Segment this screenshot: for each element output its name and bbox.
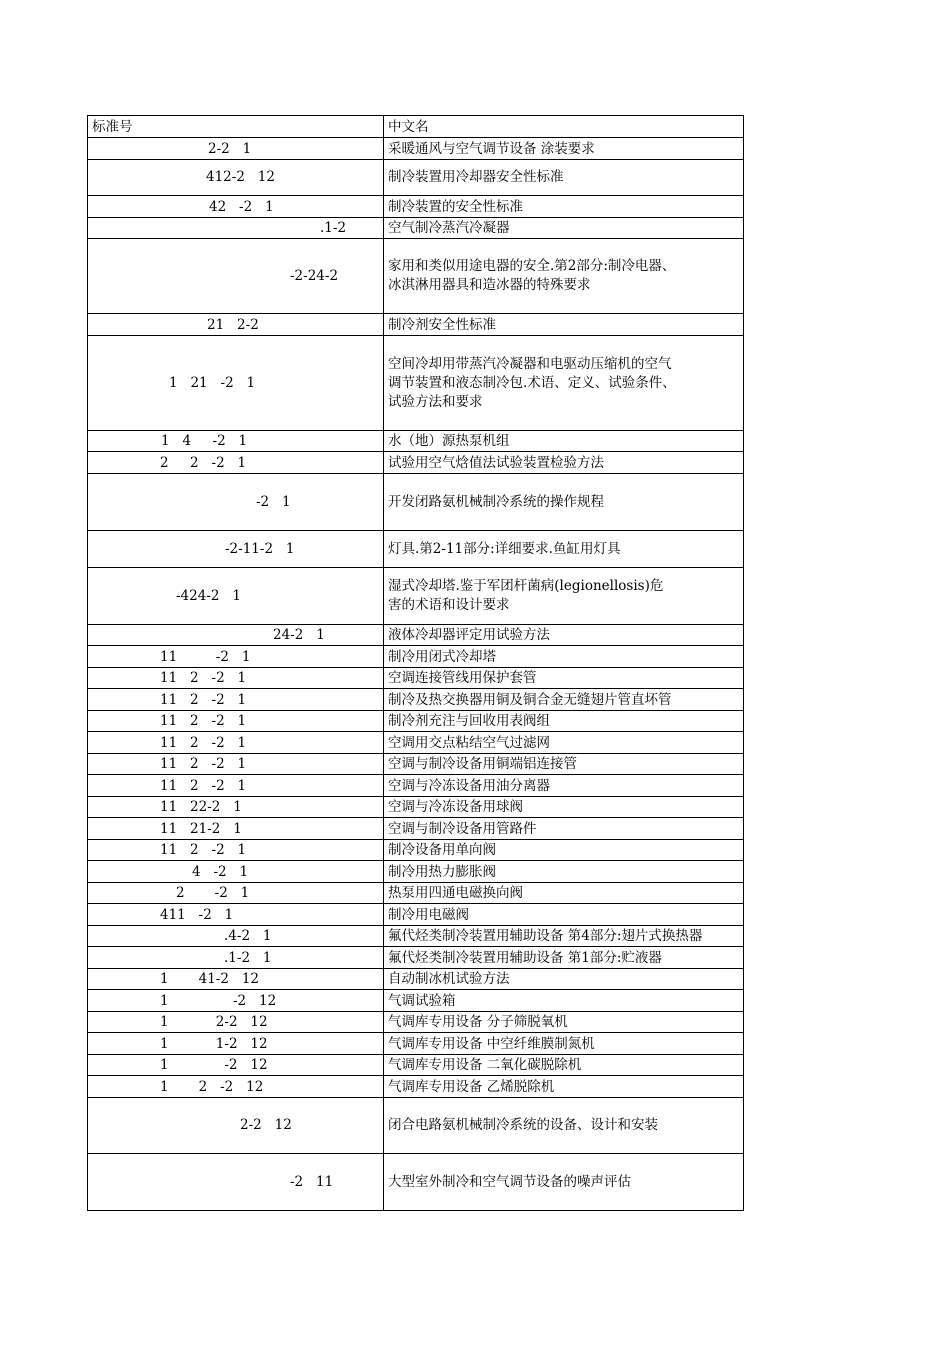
table-row	[88, 990, 744, 1012]
chinese-name-cell: 家用和类似用途电器的安全.第2部分:制冷电器、 冰淇淋用器具和造冰器的特殊要求	[384, 239, 744, 314]
table-row	[88, 840, 744, 861]
table-row	[88, 218, 744, 239]
standard-code-cell: .4-2 1	[88, 926, 384, 947]
table-row	[88, 568, 744, 625]
header-code: 标准号	[88, 116, 384, 138]
standard-code-cell: 2 -2 1	[88, 883, 384, 904]
chinese-name-cell: 气调库专用设备 中空纤维膜制氮机	[384, 1033, 744, 1055]
header-row	[88, 116, 744, 138]
standard-code-cell: 11 -2 1	[88, 646, 384, 668]
chinese-name-cell: 空调连接管线用保护套管	[384, 668, 744, 689]
standards-table	[87, 115, 744, 1211]
chinese-name-cell: 灯具.第2-11部分:详细要求.鱼缸用灯具	[384, 531, 744, 568]
standard-code-cell: 1 2 -2 12	[88, 1076, 384, 1098]
chinese-name-cell: 气调库专用设备 乙烯脱除机	[384, 1076, 744, 1098]
standard-code-cell: .1-2 1	[88, 947, 384, 969]
standard-code-cell: 1 1-2 12	[88, 1033, 384, 1055]
chinese-name-cell: 制冷剂安全性标准	[384, 314, 744, 336]
table-body	[88, 116, 744, 1211]
table-row	[88, 474, 744, 531]
standard-code-cell: 24-2 1	[88, 625, 384, 646]
table-row	[88, 926, 744, 947]
chinese-name-cell: 制冷用闭式冷却塔	[384, 646, 744, 668]
chinese-name-cell: 大型室外制冷和空气调节设备的噪声评估	[384, 1154, 744, 1211]
chinese-name-cell: 氟代烃类制冷装置用辅助设备 第1部分:贮液器	[384, 947, 744, 969]
table-row	[88, 883, 744, 904]
chinese-name-cell: 制冷用电磁阀	[384, 904, 744, 926]
chinese-name-cell: 采暖通风与空气调节设备 涂装要求	[384, 138, 744, 160]
chinese-name-cell: 开发闭路氨机械制冷系统的操作规程	[384, 474, 744, 531]
standard-code-cell: 1 -2 12	[88, 1055, 384, 1076]
standard-code-cell: 2-2 12	[88, 1098, 384, 1154]
standard-code-cell: 11 2 -2 1	[88, 668, 384, 689]
standard-code-cell: 1 21 -2 1	[88, 336, 384, 431]
table-row	[88, 689, 744, 711]
chinese-name-cell: 制冷设备用单向阀	[384, 840, 744, 861]
standard-code-cell: 1 4 -2 1	[88, 431, 384, 452]
table-row	[88, 1012, 744, 1033]
table-row	[88, 160, 744, 196]
chinese-name-cell: 空间冷却用带蒸汽冷凝器和电驱动压缩机的空气 调节装置和液态制冷包.术语、定义、试验条件、 试验方法和要求	[384, 336, 744, 431]
table-row	[88, 196, 744, 218]
chinese-name-cell: 水（地）源热泵机组	[384, 431, 744, 452]
standard-code-cell: 11 2 -2 1	[88, 754, 384, 775]
table-row	[88, 797, 744, 818]
standard-code-cell: 411 -2 1	[88, 904, 384, 926]
chinese-name-cell: 空调与冷冻设备用球阀	[384, 797, 744, 818]
chinese-name-cell: 热泵用四通电磁换向阀	[384, 883, 744, 904]
table-row	[88, 969, 744, 990]
chinese-name-cell: 气调库专用设备 分子筛脱氧机	[384, 1012, 744, 1033]
header-name: 中文名	[384, 116, 744, 138]
chinese-name-cell: 空调与制冷设备用管路件	[384, 818, 744, 840]
table-row	[88, 1076, 744, 1098]
standard-code-cell: 21 2-2	[88, 314, 384, 336]
table-row	[88, 904, 744, 926]
table-row	[88, 314, 744, 336]
standard-code-cell: 11 2 -2 1	[88, 775, 384, 797]
standard-code-cell: 11 2 -2 1	[88, 711, 384, 732]
chinese-name-cell: 气调试验箱	[384, 990, 744, 1012]
table-row	[88, 1033, 744, 1055]
chinese-name-cell: 氟代烃类制冷装置用辅助设备 第4部分:翅片式换热器	[384, 926, 744, 947]
table-row	[88, 452, 744, 474]
standard-code-cell: 11 2 -2 1	[88, 840, 384, 861]
table-row	[88, 668, 744, 689]
chinese-name-cell: 制冷及热交换器用铜及铜合金无缝翅片管直坏管	[384, 689, 744, 711]
table-row	[88, 531, 744, 568]
standard-code-cell: 2-2 1	[88, 138, 384, 160]
standard-code-cell: 11 21-2 1	[88, 818, 384, 840]
chinese-name-cell: 闭合电路氨机械制冷系统的设备、设计和安装	[384, 1098, 744, 1154]
chinese-name-cell: 空调与制冷设备用铜端铝连接管	[384, 754, 744, 775]
chinese-name-cell: 空气制冷蒸汽冷凝器	[384, 218, 744, 239]
table-row	[88, 1098, 744, 1154]
standard-code-cell: -2 11	[88, 1154, 384, 1211]
chinese-name-cell: 液体冷却器评定用试验方法	[384, 625, 744, 646]
standard-code-cell: 2 2 -2 1	[88, 452, 384, 474]
standard-code-cell: -2-11-2 1	[88, 531, 384, 568]
table-row	[88, 1055, 744, 1076]
table-row	[88, 239, 744, 314]
table-row	[88, 861, 744, 883]
standard-code-cell: .1-2	[88, 218, 384, 239]
table-row	[88, 947, 744, 969]
standard-code-cell: 11 2 -2 1	[88, 689, 384, 711]
standard-code-cell: -2 1	[88, 474, 384, 531]
standard-code-cell: 1 -2 12	[88, 990, 384, 1012]
chinese-name-cell: 空调与冷冻设备用油分离器	[384, 775, 744, 797]
chinese-name-cell: 空调用交点粘结空气过滤网	[384, 732, 744, 754]
chinese-name-cell: 制冷用热力膨胀阀	[384, 861, 744, 883]
table-row	[88, 732, 744, 754]
chinese-name-cell: 制冷装置的安全性标准	[384, 196, 744, 218]
chinese-name-cell: 制冷装置用冷却器安全性标准	[384, 160, 744, 196]
table-row	[88, 754, 744, 775]
standard-code-cell: -2-24-2	[88, 239, 384, 314]
table-row	[88, 138, 744, 160]
chinese-name-cell: 试验用空气焓值法试验装置检验方法	[384, 452, 744, 474]
table-row	[88, 1154, 744, 1211]
standard-code-cell: 412-2 12	[88, 160, 384, 196]
chinese-name-cell: 气调库专用设备 二氧化碳脱除机	[384, 1055, 744, 1076]
chinese-name-cell: 自动制冰机试验方法	[384, 969, 744, 990]
standard-code-cell: 11 2 -2 1	[88, 732, 384, 754]
standard-code-cell: 1 2-2 12	[88, 1012, 384, 1033]
standard-code-cell: 1 41-2 12	[88, 969, 384, 990]
chinese-name-cell: 制冷剂充注与回收用表阀组	[384, 711, 744, 732]
standard-code-cell: 4 -2 1	[88, 861, 384, 883]
table-row	[88, 775, 744, 797]
chinese-name-cell: 湿式冷却塔.鉴于军团杆菌病(legionellosis)危 害的术语和设计要求	[384, 568, 744, 625]
table-row	[88, 711, 744, 732]
standard-code-cell: -424-2 1	[88, 568, 384, 625]
standard-code-cell: 42 -2 1	[88, 196, 384, 218]
table-row	[88, 646, 744, 668]
standard-code-cell: 11 22-2 1	[88, 797, 384, 818]
table-row	[88, 431, 744, 452]
table-row	[88, 818, 744, 840]
table-row	[88, 625, 744, 646]
table-row	[88, 336, 744, 431]
